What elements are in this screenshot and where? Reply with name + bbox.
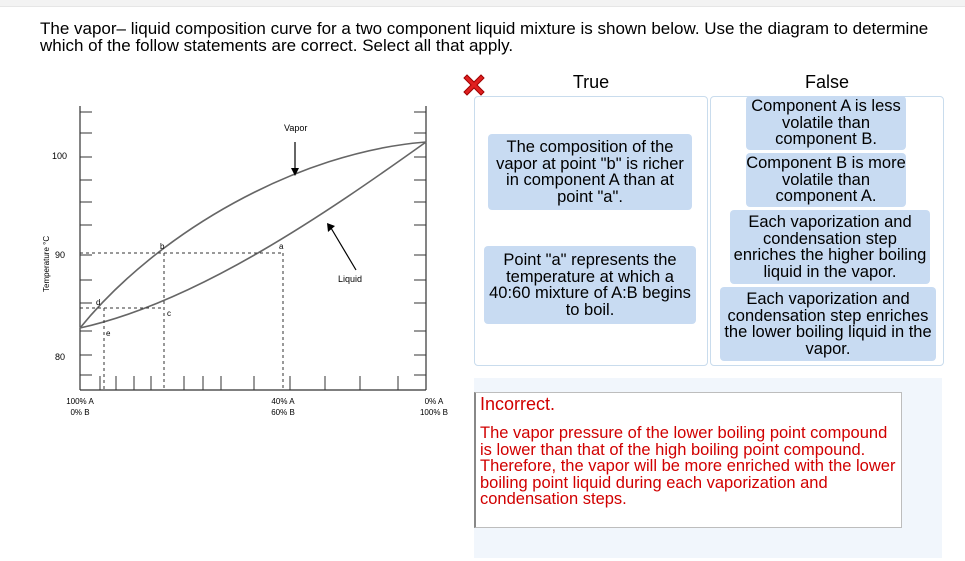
right-ticks [414, 112, 426, 375]
point-e-label: e [106, 329, 111, 338]
y-tick-100: 100 [52, 151, 68, 161]
feedback-box [474, 392, 902, 528]
top-border [0, 0, 965, 7]
false-item-3[interactable]: Each vaporization and condensation step enriches the higher boiling liquid in the vapor. [730, 210, 930, 284]
diagram-svg [38, 92, 458, 432]
left-ticks [80, 112, 92, 375]
false-item-4[interactable]: Each vaporization and condensation step enriches the lower boiling liquid in the vapor. [720, 287, 936, 361]
x-label-right-a: 0% A [424, 397, 444, 406]
x-label-middle-b: 60% B [271, 408, 295, 417]
x-label-right-b: 100% B [419, 408, 449, 417]
vapor-curve [80, 142, 426, 328]
point-a-label: a [279, 242, 284, 251]
x-label-middle-a: 40% A [271, 397, 295, 406]
false-column-header: False [804, 72, 849, 92]
question-text: The vapor– liquid composition curve for a two component liquid mixture is shown below. Use the diagram to determine which of the follow statements are correct. Select all that apply. [40, 19, 929, 55]
liquid-curve [80, 142, 426, 328]
false-item-1[interactable]: Component A is less volatile than component B. [746, 96, 906, 150]
true-item-1[interactable]: The composition of the vapor at point "b" is richer in component A than at point "a". [488, 134, 692, 210]
false-item-2[interactable]: Component B is more volatile than component A. [746, 154, 906, 206]
liquid-arrowhead [327, 223, 335, 232]
vapor-liquid-diagram [38, 92, 458, 432]
point-c-label: c [167, 309, 171, 318]
vapor-label: Vapor [284, 123, 308, 133]
point-d-label: d [96, 298, 101, 307]
feedback-body: The vapor pressure of the lower boiling point compound is lower than that of the high boiling point compound. Therefore, the vapor will be more enriched with the lower boiling point liquid during each vaporization and condensation steps. [480, 424, 896, 508]
true-item-2[interactable]: Point "a" represents the temperature at which a 40:60 mixture of A:B begins to boil. [484, 246, 696, 324]
feedback-heading: Incorrect. [480, 394, 556, 414]
tie-lines [80, 253, 283, 390]
bottom-ticks [100, 376, 398, 390]
liquid-label: Liquid [338, 274, 363, 284]
x-label-left-b: 0% B [70, 408, 90, 417]
true-column-header: True [572, 72, 610, 92]
x-label-left-a: 100% A [66, 397, 94, 406]
point-b-label: b [160, 242, 165, 251]
y-axis-label: Temperature °C [42, 235, 51, 292]
y-tick-90: 90 [55, 250, 66, 260]
liquid-arrow [331, 228, 356, 270]
y-tick-80: 80 [55, 352, 66, 362]
